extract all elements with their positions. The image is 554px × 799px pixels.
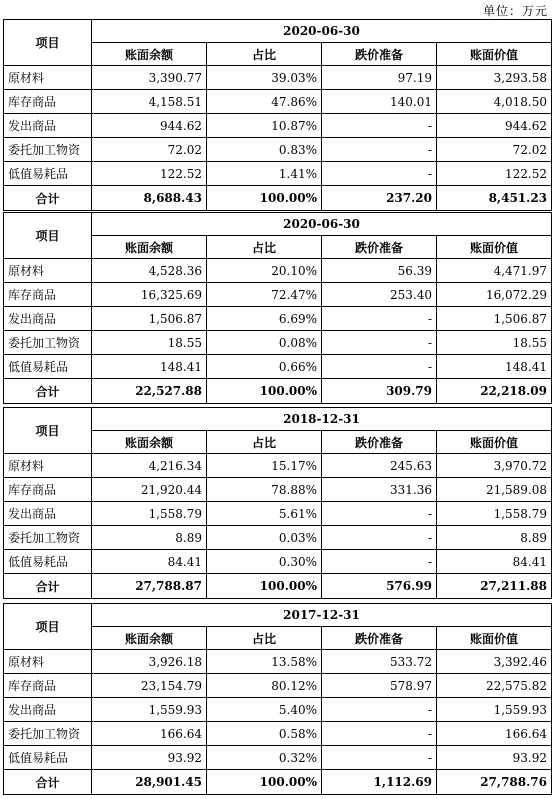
period-date: 2020-06-30 bbox=[92, 213, 552, 236]
balance-cell: 84.41 bbox=[92, 550, 207, 574]
value-cell: 3,392.46 bbox=[437, 650, 552, 674]
item-cell: 委托加工物资 bbox=[4, 526, 92, 550]
impairment-header: 跌价准备 bbox=[322, 236, 437, 259]
table-row bbox=[4, 355, 552, 379]
balance-cell: 148.41 bbox=[92, 355, 207, 379]
period-date: 2017-12-31 bbox=[92, 604, 552, 627]
total-impairment: 576.99 bbox=[322, 574, 437, 599]
impairment-cell: - bbox=[322, 355, 437, 379]
balance-cell: 1,558.79 bbox=[92, 502, 207, 526]
ratio-cell: 72.47% bbox=[207, 283, 322, 307]
value-cell: 148.41 bbox=[437, 355, 552, 379]
value-cell: 3,970.72 bbox=[437, 454, 552, 478]
balance-cell: 21,920.44 bbox=[92, 478, 207, 502]
table-row bbox=[4, 283, 552, 307]
item-cell: 发出商品 bbox=[4, 307, 92, 331]
book-value-header: 账面价值 bbox=[437, 627, 552, 650]
balance-cell: 1,506.87 bbox=[92, 307, 207, 331]
impairment-cell: - bbox=[322, 746, 437, 770]
ratio-cell: 6.69% bbox=[207, 307, 322, 331]
item-cell: 低值易耗品 bbox=[4, 746, 92, 770]
total-ratio: 100.00% bbox=[207, 186, 322, 211]
period-date: 2018-12-31 bbox=[92, 408, 552, 431]
book-value-header: 账面价值 bbox=[437, 431, 552, 454]
total-label: 合计 bbox=[4, 379, 92, 404]
total-balance: 8,688.43 bbox=[92, 186, 207, 211]
balance-cell: 1,559.93 bbox=[92, 698, 207, 722]
total-row bbox=[4, 379, 552, 404]
value-cell: 21,589.08 bbox=[437, 478, 552, 502]
balance-cell: 122.52 bbox=[92, 162, 207, 186]
value-cell: 4,018.50 bbox=[437, 90, 552, 114]
table-row bbox=[4, 162, 552, 186]
impairment-cell: - bbox=[322, 550, 437, 574]
value-cell: 1,558.79 bbox=[437, 502, 552, 526]
impairment-cell: 140.01 bbox=[322, 90, 437, 114]
value-cell: 944.62 bbox=[437, 114, 552, 138]
table-row bbox=[4, 502, 552, 526]
ratio-cell: 1.41% bbox=[207, 162, 322, 186]
ratio-cell: 10.87% bbox=[207, 114, 322, 138]
ratio-cell: 20.10% bbox=[207, 259, 322, 283]
ratio-header: 占比 bbox=[207, 627, 322, 650]
balance-cell: 4,158.51 bbox=[92, 90, 207, 114]
book-balance-header: 账面余额 bbox=[92, 431, 207, 454]
total-value: 27,788.76 bbox=[437, 770, 552, 795]
ratio-header: 占比 bbox=[207, 431, 322, 454]
item-cell: 库存商品 bbox=[4, 90, 92, 114]
table-row bbox=[4, 698, 552, 722]
total-balance: 27,788.87 bbox=[92, 574, 207, 599]
table-row bbox=[4, 307, 552, 331]
balance-cell: 18.55 bbox=[92, 331, 207, 355]
total-value: 8,451.23 bbox=[437, 186, 552, 211]
table-row bbox=[4, 526, 552, 550]
table-row bbox=[4, 550, 552, 574]
ratio-header: 占比 bbox=[207, 43, 322, 66]
table-row bbox=[4, 650, 552, 674]
item-header: 项目 bbox=[4, 213, 92, 259]
total-label: 合计 bbox=[4, 770, 92, 795]
balance-cell: 8.89 bbox=[92, 526, 207, 550]
impairment-cell: - bbox=[322, 307, 437, 331]
ratio-cell: 0.08% bbox=[207, 331, 322, 355]
inventory-table-2017-12-31 bbox=[3, 603, 552, 795]
impairment-cell: 578.97 bbox=[322, 674, 437, 698]
impairment-cell: - bbox=[322, 698, 437, 722]
impairment-cell: 331.36 bbox=[322, 478, 437, 502]
total-value: 22,218.09 bbox=[437, 379, 552, 404]
value-cell: 4,471.97 bbox=[437, 259, 552, 283]
impairment-header: 跌价准备 bbox=[322, 431, 437, 454]
item-cell: 委托加工物资 bbox=[4, 138, 92, 162]
balance-cell: 72.02 bbox=[92, 138, 207, 162]
item-cell: 原材料 bbox=[4, 650, 92, 674]
total-row bbox=[4, 574, 552, 599]
item-cell: 原材料 bbox=[4, 454, 92, 478]
inventory-table-2020-06-30-b bbox=[3, 212, 552, 404]
table-row bbox=[4, 66, 552, 90]
book-value-header: 账面价值 bbox=[437, 43, 552, 66]
total-label: 合计 bbox=[4, 574, 92, 599]
balance-cell: 4,528.36 bbox=[92, 259, 207, 283]
balance-cell: 93.92 bbox=[92, 746, 207, 770]
value-cell: 18.55 bbox=[437, 331, 552, 355]
balance-cell: 166.64 bbox=[92, 722, 207, 746]
impairment-cell: 253.40 bbox=[322, 283, 437, 307]
item-header: 项目 bbox=[4, 408, 92, 454]
balance-cell: 23,154.79 bbox=[92, 674, 207, 698]
total-impairment: 1,112.69 bbox=[322, 770, 437, 795]
balance-cell: 16,325.69 bbox=[92, 283, 207, 307]
table-row bbox=[4, 454, 552, 478]
impairment-cell: - bbox=[322, 526, 437, 550]
impairment-cell: 56.39 bbox=[322, 259, 437, 283]
ratio-cell: 0.58% bbox=[207, 722, 322, 746]
impairment-cell: 97.19 bbox=[322, 66, 437, 90]
item-cell: 原材料 bbox=[4, 259, 92, 283]
ratio-cell: 78.88% bbox=[207, 478, 322, 502]
balance-cell: 4,216.34 bbox=[92, 454, 207, 478]
inventory-table-2020-06-30-a bbox=[3, 19, 552, 211]
balance-cell: 3,926.18 bbox=[92, 650, 207, 674]
total-balance: 28,901.45 bbox=[92, 770, 207, 795]
book-balance-header: 账面余额 bbox=[92, 43, 207, 66]
ratio-header: 占比 bbox=[207, 236, 322, 259]
item-cell: 库存商品 bbox=[4, 674, 92, 698]
impairment-cell: - bbox=[322, 138, 437, 162]
item-cell: 委托加工物资 bbox=[4, 331, 92, 355]
value-cell: 72.02 bbox=[437, 138, 552, 162]
impairment-cell: - bbox=[322, 502, 437, 526]
impairment-cell: - bbox=[322, 722, 437, 746]
table-row bbox=[4, 259, 552, 283]
item-cell: 发出商品 bbox=[4, 698, 92, 722]
ratio-cell: 39.03% bbox=[207, 66, 322, 90]
total-ratio: 100.00% bbox=[207, 379, 322, 404]
value-cell: 8.89 bbox=[437, 526, 552, 550]
balance-cell: 944.62 bbox=[92, 114, 207, 138]
value-cell: 93.92 bbox=[437, 746, 552, 770]
ratio-cell: 15.17% bbox=[207, 454, 322, 478]
ratio-cell: 13.58% bbox=[207, 650, 322, 674]
item-cell: 原材料 bbox=[4, 66, 92, 90]
ratio-cell: 47.86% bbox=[207, 90, 322, 114]
period-date: 2020-06-30 bbox=[92, 20, 552, 43]
value-cell: 1,559.93 bbox=[437, 698, 552, 722]
table-row bbox=[4, 138, 552, 162]
table-row bbox=[4, 674, 552, 698]
ratio-cell: 80.12% bbox=[207, 674, 322, 698]
item-cell: 发出商品 bbox=[4, 114, 92, 138]
total-label: 合计 bbox=[4, 186, 92, 211]
table-row bbox=[4, 722, 552, 746]
ratio-cell: 0.03% bbox=[207, 526, 322, 550]
total-value: 27,211.88 bbox=[437, 574, 552, 599]
item-header: 项目 bbox=[4, 604, 92, 650]
total-impairment: 309.79 bbox=[322, 379, 437, 404]
table-row bbox=[4, 114, 552, 138]
balance-cell: 3,390.77 bbox=[92, 66, 207, 90]
unit-label: 单位：万元 bbox=[482, 4, 548, 18]
ratio-cell: 5.61% bbox=[207, 502, 322, 526]
ratio-cell: 5.40% bbox=[207, 698, 322, 722]
total-ratio: 100.00% bbox=[207, 574, 322, 599]
table-row bbox=[4, 90, 552, 114]
item-cell: 低值易耗品 bbox=[4, 550, 92, 574]
table-row bbox=[4, 478, 552, 502]
value-cell: 3,293.58 bbox=[437, 66, 552, 90]
ratio-cell: 0.66% bbox=[207, 355, 322, 379]
value-cell: 122.52 bbox=[437, 162, 552, 186]
table-row bbox=[4, 746, 552, 770]
total-balance: 22,527.88 bbox=[92, 379, 207, 404]
total-impairment: 237.20 bbox=[322, 186, 437, 211]
value-cell: 166.64 bbox=[437, 722, 552, 746]
impairment-header: 跌价准备 bbox=[322, 627, 437, 650]
book-value-header: 账面价值 bbox=[437, 236, 552, 259]
item-cell: 库存商品 bbox=[4, 283, 92, 307]
item-cell: 发出商品 bbox=[4, 502, 92, 526]
value-cell: 22,575.82 bbox=[437, 674, 552, 698]
inventory-table-2018-12-31 bbox=[3, 407, 552, 599]
item-cell: 低值易耗品 bbox=[4, 355, 92, 379]
total-ratio: 100.00% bbox=[207, 770, 322, 795]
item-cell: 库存商品 bbox=[4, 478, 92, 502]
impairment-cell: 245.63 bbox=[322, 454, 437, 478]
item-cell: 低值易耗品 bbox=[4, 162, 92, 186]
book-balance-header: 账面余额 bbox=[92, 236, 207, 259]
impairment-cell: - bbox=[322, 331, 437, 355]
value-cell: 16,072.29 bbox=[437, 283, 552, 307]
item-cell: 委托加工物资 bbox=[4, 722, 92, 746]
total-row bbox=[4, 770, 552, 795]
item-header: 项目 bbox=[4, 20, 92, 66]
table-row bbox=[4, 331, 552, 355]
ratio-cell: 0.30% bbox=[207, 550, 322, 574]
ratio-cell: 0.32% bbox=[207, 746, 322, 770]
book-balance-header: 账面余额 bbox=[92, 627, 207, 650]
impairment-header: 跌价准备 bbox=[322, 43, 437, 66]
impairment-cell: - bbox=[322, 162, 437, 186]
impairment-cell: - bbox=[322, 114, 437, 138]
total-row bbox=[4, 186, 552, 211]
ratio-cell: 0.83% bbox=[207, 138, 322, 162]
value-cell: 1,506.87 bbox=[437, 307, 552, 331]
impairment-cell: 533.72 bbox=[322, 650, 437, 674]
value-cell: 84.41 bbox=[437, 550, 552, 574]
